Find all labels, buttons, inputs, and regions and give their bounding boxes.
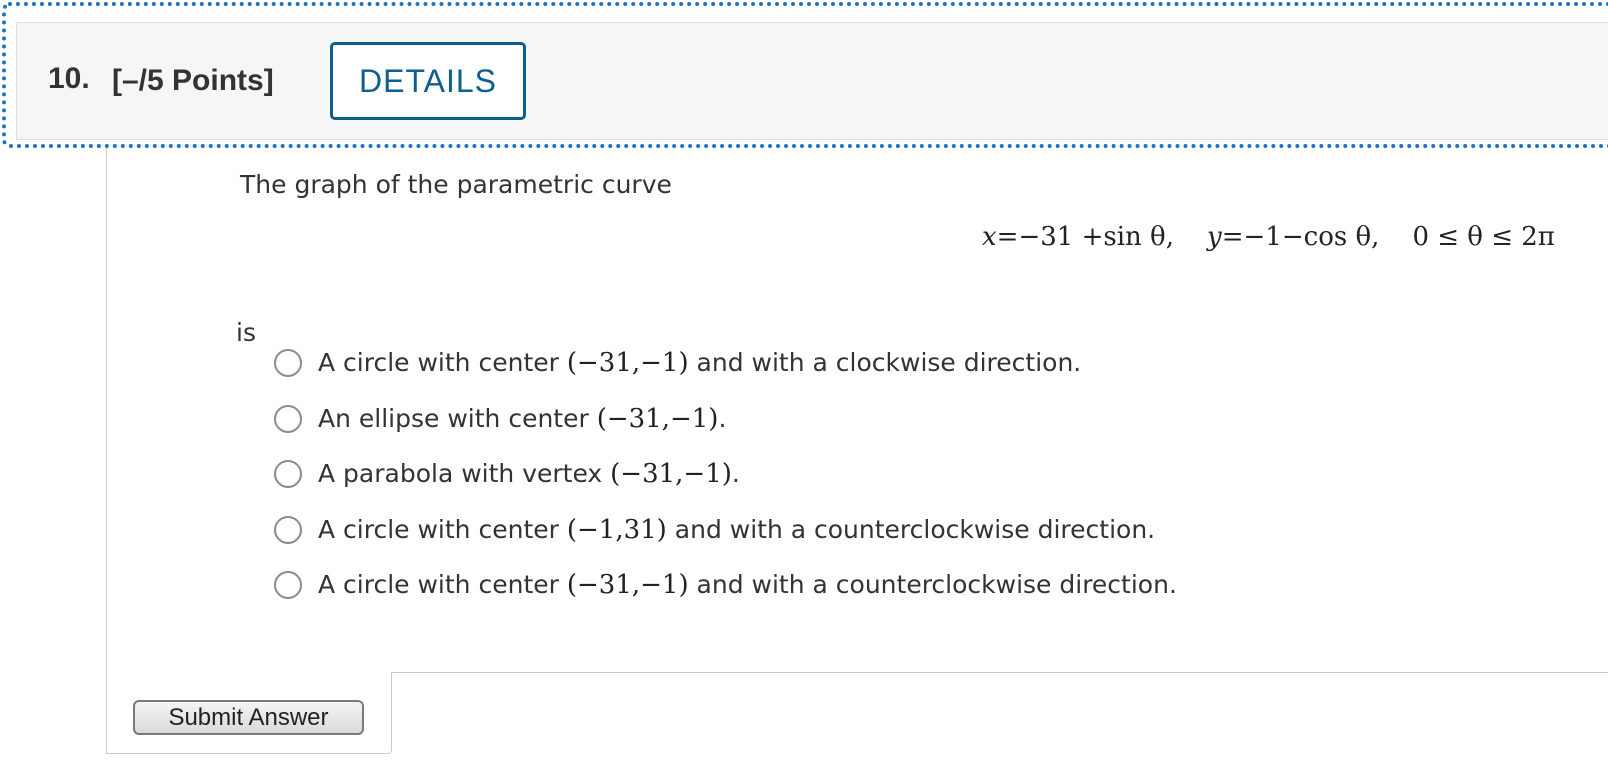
theta-range: 0 ≤ θ ≤ 2π xyxy=(1412,222,1555,252)
answer-choice-2[interactable] xyxy=(274,401,726,437)
answer-choice-1[interactable] xyxy=(274,345,1081,381)
answer-choice-3[interactable] xyxy=(274,456,740,492)
radio-button[interactable] xyxy=(274,460,302,488)
radio-button[interactable] xyxy=(274,405,302,433)
choice-label: A circle with center (−31,−1) and with a clockwise direction. xyxy=(318,348,1082,378)
details-button[interactable]: DETAILS xyxy=(330,42,526,120)
x-variable: x xyxy=(982,222,997,252)
question-points: [–/5 Points] xyxy=(112,64,274,97)
radio-button[interactable] xyxy=(274,516,302,544)
choice-label: A parabola with vertex (−31,−1). xyxy=(318,459,740,489)
choice-label: An ellipse with center (−31,−1). xyxy=(318,404,727,434)
radio-button[interactable] xyxy=(274,349,302,377)
radio-button[interactable] xyxy=(274,571,302,599)
y-variable: y xyxy=(1207,222,1222,252)
question-number: 10. xyxy=(48,62,90,95)
submit-answer-button[interactable]: Submit Answer xyxy=(133,700,364,735)
parametric-equation xyxy=(982,222,1555,252)
question-prompt: The graph of the parametric curve xyxy=(240,170,672,199)
choice-label: A circle with center (−31,−1) and with a counterclockwise direction. xyxy=(318,570,1177,600)
y-expression: =−1−cos θ, xyxy=(1221,222,1380,252)
answer-choice-5[interactable] xyxy=(274,567,1177,603)
question-prompt-is: is xyxy=(236,318,256,347)
answer-choice-4[interactable] xyxy=(274,512,1155,548)
divider xyxy=(392,672,1608,673)
x-expression: =−31 +sin θ, xyxy=(996,222,1174,252)
choice-label: A circle with center (−1,31) and with a counterclockwise direction. xyxy=(318,515,1156,545)
